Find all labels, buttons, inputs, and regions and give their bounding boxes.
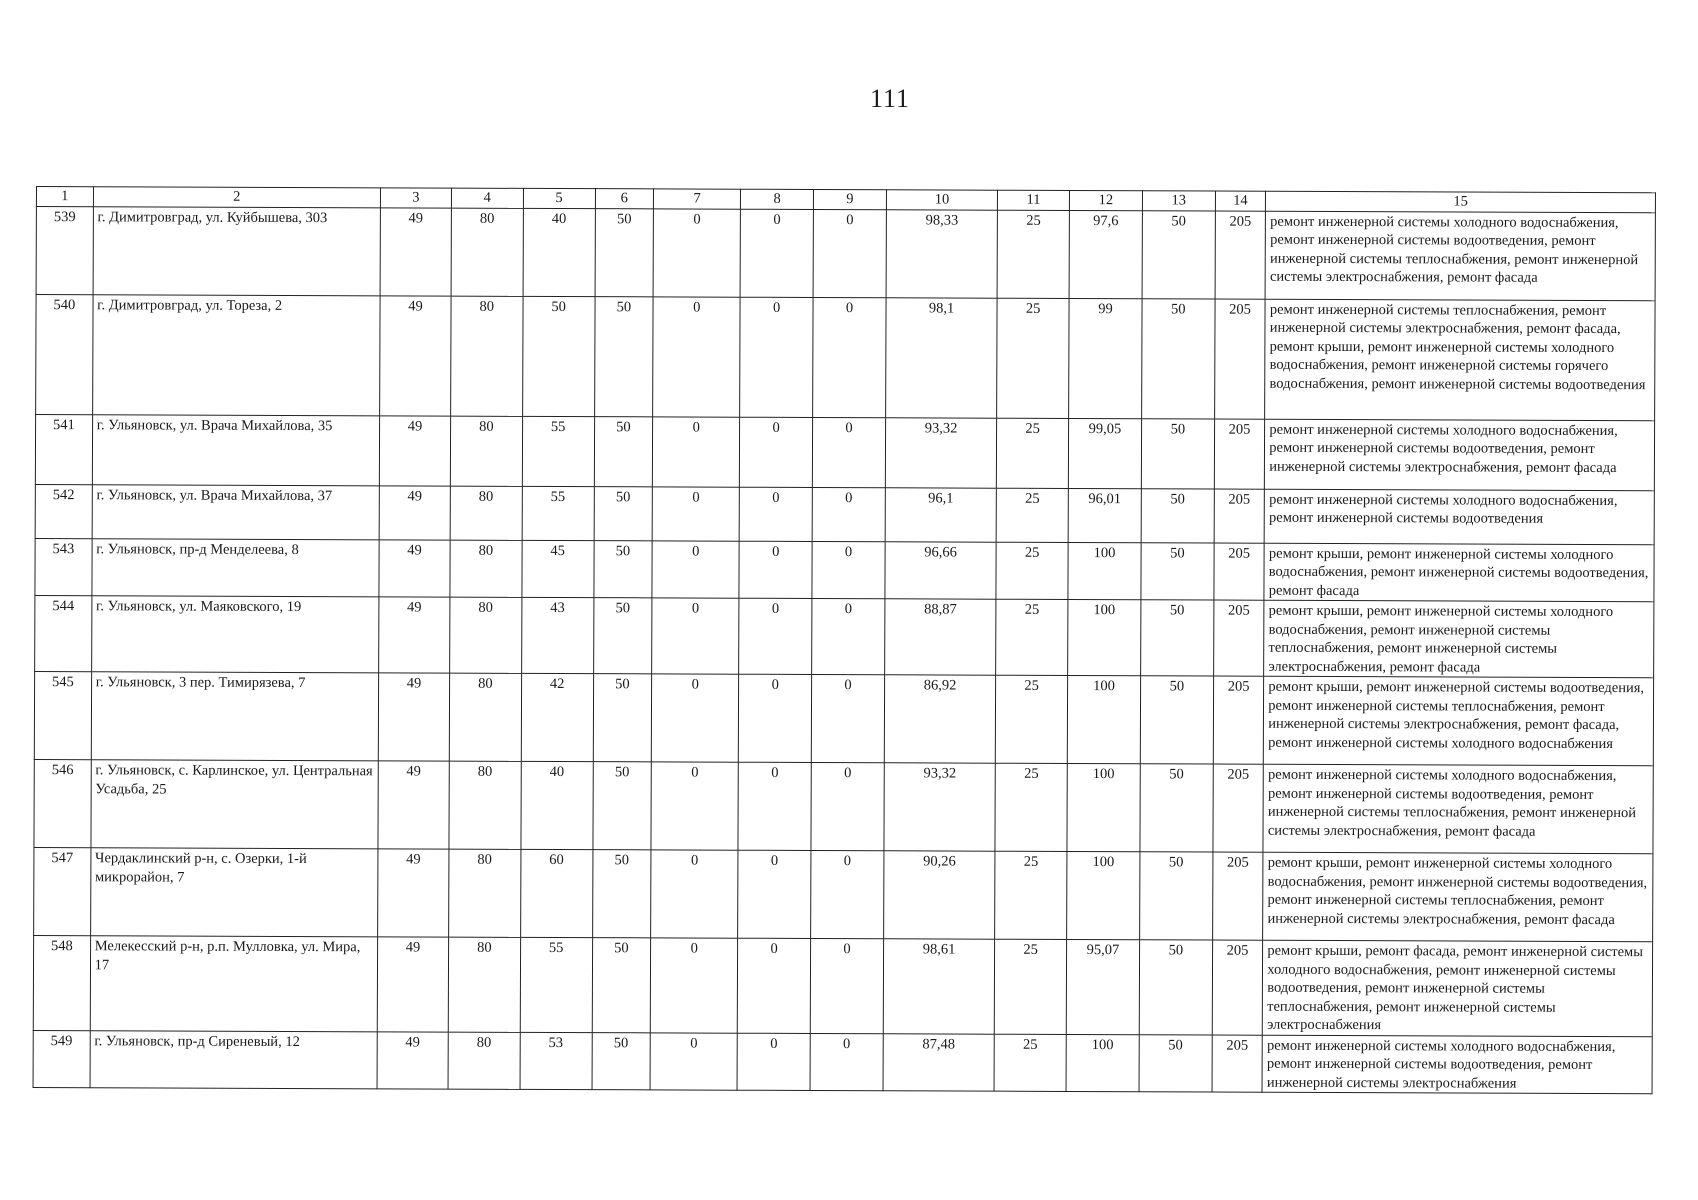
value-cell: 93,32 [885, 417, 997, 487]
value-cell: 25 [994, 1034, 1066, 1092]
row-number: 544 [35, 595, 92, 671]
value-cell: 50 [1141, 542, 1214, 600]
table-row [35, 595, 1654, 677]
address-cell: г. Ульяновск, пр-д Менделеева, 8 [92, 538, 380, 597]
value-cell: 50 [1139, 1034, 1212, 1092]
row-number: 540 [36, 294, 93, 414]
column-header: 14 [1215, 191, 1266, 211]
value-cell: 50 [594, 416, 653, 486]
row-number: 547 [34, 847, 91, 935]
value-cell: 49 [379, 415, 450, 485]
value-cell: 49 [378, 761, 449, 849]
value-cell: 50 [1140, 764, 1213, 852]
row-number: 546 [34, 759, 91, 847]
value-cell: 205 [1212, 1035, 1263, 1093]
value-cell: 0 [738, 674, 811, 762]
value-cell: 50 [593, 598, 652, 674]
value-cell: 49 [378, 849, 449, 937]
column-header: 3 [380, 188, 451, 208]
table-row [34, 847, 1653, 941]
value-cell: 0 [812, 541, 885, 599]
value-cell: 98,1 [886, 297, 998, 417]
value-cell: 0 [812, 598, 885, 674]
address-cell: г. Ульяновск, 3 пер. Тимирязева, 7 [91, 672, 379, 761]
value-cell: 0 [651, 674, 738, 762]
value-cell: 80 [450, 416, 522, 486]
value-cell: 0 [653, 208, 740, 296]
value-cell: 55 [522, 486, 594, 540]
works-cell: ремонт крыши, ремонт инженерной системы холодного водоснабжения, ремонт инженерной системы теплоснабжения, ремонт инженерной системы электроснабжения, ремонт фасада [1264, 600, 1654, 677]
value-cell: 50 [1141, 418, 1214, 488]
value-cell: 0 [811, 850, 884, 938]
table-row [35, 538, 1654, 602]
repair-table [33, 186, 1656, 1094]
value-cell: 0 [813, 297, 886, 417]
works-cell: ремонт инженерной системы холодного водоснабжения, ремонт инженерной системы водоотведения, ремонт инженерной системы электроснабжения [1262, 1035, 1652, 1094]
value-cell: 205 [1212, 852, 1263, 940]
table-row [35, 414, 1654, 490]
value-cell: 0 [811, 674, 884, 762]
value-cell: 0 [812, 417, 885, 487]
value-cell: 0 [651, 762, 738, 850]
value-cell: 0 [652, 540, 739, 598]
value-cell: 50 [1140, 600, 1213, 676]
value-cell: 25 [997, 210, 1069, 298]
value-cell: 50 [1139, 940, 1212, 1035]
value-cell: 40 [521, 761, 593, 849]
address-cell: г. Ульяновск, ул. Маяковского, 19 [91, 596, 379, 673]
row-number: 542 [35, 484, 92, 538]
value-cell: 53 [520, 1032, 592, 1090]
value-cell: 25 [996, 488, 1068, 542]
value-cell: 98,61 [883, 939, 995, 1034]
table-body [33, 206, 1655, 1094]
value-cell: 50 [1142, 210, 1215, 298]
works-cell: ремонт крыши, ремонт инженерной системы холодного водоснабжения, ремонт инженерной системы водоотведения, ремонт фасада [1264, 543, 1654, 602]
value-cell: 100 [1067, 675, 1140, 763]
table-row [33, 1030, 1652, 1094]
value-cell: 205 [1214, 419, 1265, 489]
works-cell: ремонт инженерной системы теплоснабжения, ремонт инженерной системы электроснабжения, ремонт фасада, ремонт крыши, ремонт инженерной системы холодного водоснабжения, ремонт инженерной системы горячего водоснабжения, ремонт инженерной системы водоотведения [1265, 299, 1655, 420]
value-cell: 0 [653, 296, 740, 416]
value-cell: 0 [740, 209, 813, 297]
value-cell: 88,87 [885, 599, 997, 675]
value-cell: 100 [1067, 851, 1140, 939]
value-cell: 96,01 [1068, 488, 1141, 542]
value-cell: 205 [1213, 764, 1264, 852]
value-cell: 0 [737, 938, 810, 1033]
value-cell: 25 [995, 763, 1067, 851]
value-cell: 0 [739, 487, 812, 541]
row-number: 548 [33, 935, 90, 1030]
value-cell: 49 [380, 207, 451, 295]
value-cell: 50 [522, 296, 594, 416]
column-header: 6 [595, 189, 654, 209]
value-cell: 205 [1213, 600, 1264, 676]
address-cell: г. Димитровград, ул. Тореза, 2 [92, 294, 380, 415]
value-cell: 25 [996, 542, 1068, 600]
value-cell: 80 [448, 1032, 520, 1090]
table-row [36, 206, 1655, 300]
address-cell: г. Ульяновск, с. Карлинское, ул. Центральная Усадьба, 25 [91, 760, 379, 849]
value-cell: 40 [523, 208, 595, 296]
works-cell: ремонт инженерной системы холодного водоснабжения, ремонт инженерной системы водоотведения, ремонт инженерной системы электроснабжения, ремонт фасада [1265, 419, 1655, 490]
value-cell: 25 [995, 851, 1067, 939]
value-cell: 0 [652, 486, 739, 540]
value-cell: 50 [1141, 488, 1214, 542]
value-cell: 25 [995, 675, 1067, 763]
address-cell: г. Димитровград, ул. Куйбышева, 303 [93, 206, 381, 295]
value-cell: 49 [380, 295, 451, 415]
value-cell: 80 [449, 761, 521, 849]
value-cell: 45 [522, 540, 594, 598]
row-number: 541 [35, 414, 92, 484]
value-cell: 0 [740, 417, 813, 487]
table-row [35, 484, 1654, 544]
value-cell: 80 [450, 486, 522, 540]
value-cell: 0 [738, 762, 811, 850]
address-cell: Мелекесский р-н, р.п. Мулловка, ул. Мира, 17 [90, 936, 378, 1032]
table-row [36, 294, 1655, 420]
value-cell: 80 [449, 597, 521, 673]
value-cell: 0 [651, 850, 738, 938]
column-header: 7 [654, 189, 741, 209]
value-cell: 80 [450, 540, 522, 598]
value-cell: 100 [1067, 763, 1140, 851]
value-cell: 100 [1068, 542, 1141, 600]
address-cell: Чердаклинский р-н, с. Озерки, 1-й микрорайон, 7 [90, 848, 378, 937]
value-cell: 50 [592, 850, 651, 938]
value-cell: 95,07 [1066, 939, 1139, 1034]
value-cell: 0 [738, 850, 811, 938]
row-number: 543 [35, 538, 92, 596]
works-cell: ремонт крыши, ремонт фасада, ремонт инженерной системы холодного водоснабжения, ремонт инженерной системы водоотведения, ремонт инженерной системы теплоснабжения, ремонт инженерной системы электроснабжения [1263, 940, 1653, 1036]
value-cell: 80 [448, 849, 520, 937]
value-cell: 55 [520, 937, 592, 1032]
value-cell: 49 [379, 597, 450, 673]
value-cell: 90,26 [884, 851, 996, 939]
value-cell: 0 [650, 938, 737, 1033]
value-cell: 0 [739, 598, 812, 674]
works-cell: ремонт инженерной системы холодного водоснабжения, ремонт инженерной системы водоотведения, ремонт инженерной системы теплоснабжения, ремонт инженерной системы электроснабжения, ремонт фасада [1265, 211, 1655, 300]
value-cell: 50 [594, 486, 653, 540]
value-cell: 42 [521, 673, 593, 761]
column-header: 10 [886, 190, 997, 210]
value-cell: 80 [450, 296, 522, 416]
column-header: 5 [523, 188, 595, 208]
value-cell: 0 [813, 209, 886, 297]
page-number: 111 [869, 84, 911, 113]
value-cell: 205 [1215, 211, 1266, 299]
column-header: 2 [93, 187, 380, 208]
value-cell: 205 [1214, 489, 1265, 543]
value-cell: 0 [739, 541, 812, 599]
value-cell: 25 [997, 298, 1069, 418]
value-cell: 96,1 [885, 487, 997, 541]
column-header: 8 [741, 189, 814, 209]
value-cell: 98,33 [886, 209, 998, 297]
value-cell: 205 [1214, 543, 1265, 601]
address-cell: г. Ульяновск, пр-д Сиреневый, 12 [90, 1030, 378, 1089]
value-cell: 60 [520, 849, 592, 937]
works-cell: ремонт инженерной системы холодного водоснабжения, ремонт инженерной системы водоотведения, ремонт инженерной системы теплоснабжения, ремонт инженерной системы электроснабжения, ремонт фасада [1263, 764, 1653, 853]
value-cell: 99,05 [1068, 418, 1141, 488]
table-row [34, 759, 1653, 853]
value-cell: 96,66 [885, 541, 997, 599]
value-cell: 25 [997, 418, 1069, 488]
column-header: 4 [451, 188, 523, 208]
column-header: 9 [813, 189, 886, 209]
works-cell: ремонт инженерной системы холодного водоснабжения, ремонт инженерной системы водоотведения [1264, 489, 1654, 544]
value-cell: 93,32 [884, 763, 996, 851]
works-cell: ремонт крыши, ремонт инженерной системы холодного водоснабжения, ремонт инженерной системы водоотведения, ремонт инженерной системы теплоснабжения, ремонт инженерной системы электроснабжения, ремонт фасада [1263, 852, 1653, 941]
value-cell: 205 [1213, 676, 1264, 764]
value-cell: 25 [994, 939, 1066, 1034]
column-header: 11 [998, 190, 1070, 210]
value-cell: 97,6 [1069, 210, 1142, 298]
table-row [34, 671, 1653, 765]
column-header: 13 [1142, 191, 1215, 211]
value-cell: 0 [737, 1033, 810, 1091]
value-cell: 100 [1068, 599, 1141, 675]
row-number: 545 [34, 671, 91, 759]
value-cell: 0 [810, 938, 883, 1033]
value-cell: 49 [379, 485, 450, 539]
value-cell: 86,92 [884, 675, 996, 763]
value-cell: 49 [377, 937, 448, 1032]
column-header: 15 [1266, 191, 1656, 212]
value-cell: 87,48 [883, 1033, 995, 1091]
value-cell: 0 [740, 297, 813, 417]
works-cell: ремонт крыши, ремонт инженерной системы водоотведения, ремонт инженерной системы теплоснабжения, ремонт инженерной системы электроснабжения, ремонт фасада, ремонт инженерной системы холодного водоснабжения [1264, 676, 1654, 765]
value-cell: 50 [593, 674, 652, 762]
value-cell: 50 [1141, 298, 1214, 418]
column-header: 1 [36, 187, 93, 207]
address-cell: г. Ульяновск, ул. Врача Михайлова, 35 [92, 414, 380, 485]
value-cell: 99 [1069, 298, 1142, 418]
address-cell: г. Ульяновск, ул. Врача Михайлова, 37 [92, 484, 380, 539]
value-cell: 0 [652, 598, 739, 674]
value-cell: 0 [653, 416, 740, 486]
value-cell: 0 [650, 1032, 737, 1090]
value-cell: 49 [377, 1031, 448, 1089]
value-cell: 80 [449, 673, 521, 761]
value-cell: 0 [812, 487, 885, 541]
value-cell: 50 [592, 1032, 651, 1090]
value-cell: 50 [1140, 676, 1213, 764]
table-row [33, 935, 1652, 1036]
value-cell: 100 [1066, 1034, 1139, 1092]
value-cell: 43 [521, 597, 593, 673]
value-cell: 50 [595, 208, 654, 296]
value-cell: 0 [810, 1033, 883, 1091]
value-cell: 50 [594, 296, 653, 416]
value-cell: 50 [593, 540, 652, 598]
row-number: 549 [33, 1030, 90, 1088]
value-cell: 49 [379, 539, 450, 597]
value-cell: 50 [592, 938, 651, 1033]
value-cell: 50 [592, 762, 651, 850]
row-number: 539 [36, 206, 93, 294]
value-cell: 55 [522, 416, 594, 486]
column-header: 12 [1069, 190, 1142, 210]
value-cell: 80 [448, 937, 520, 1032]
value-cell: 50 [1139, 852, 1212, 940]
value-cell: 49 [378, 673, 449, 761]
value-cell: 205 [1212, 940, 1263, 1035]
value-cell: 80 [451, 208, 523, 296]
value-cell: 25 [996, 599, 1068, 675]
value-cell: 205 [1214, 299, 1265, 419]
value-cell: 0 [811, 762, 884, 850]
